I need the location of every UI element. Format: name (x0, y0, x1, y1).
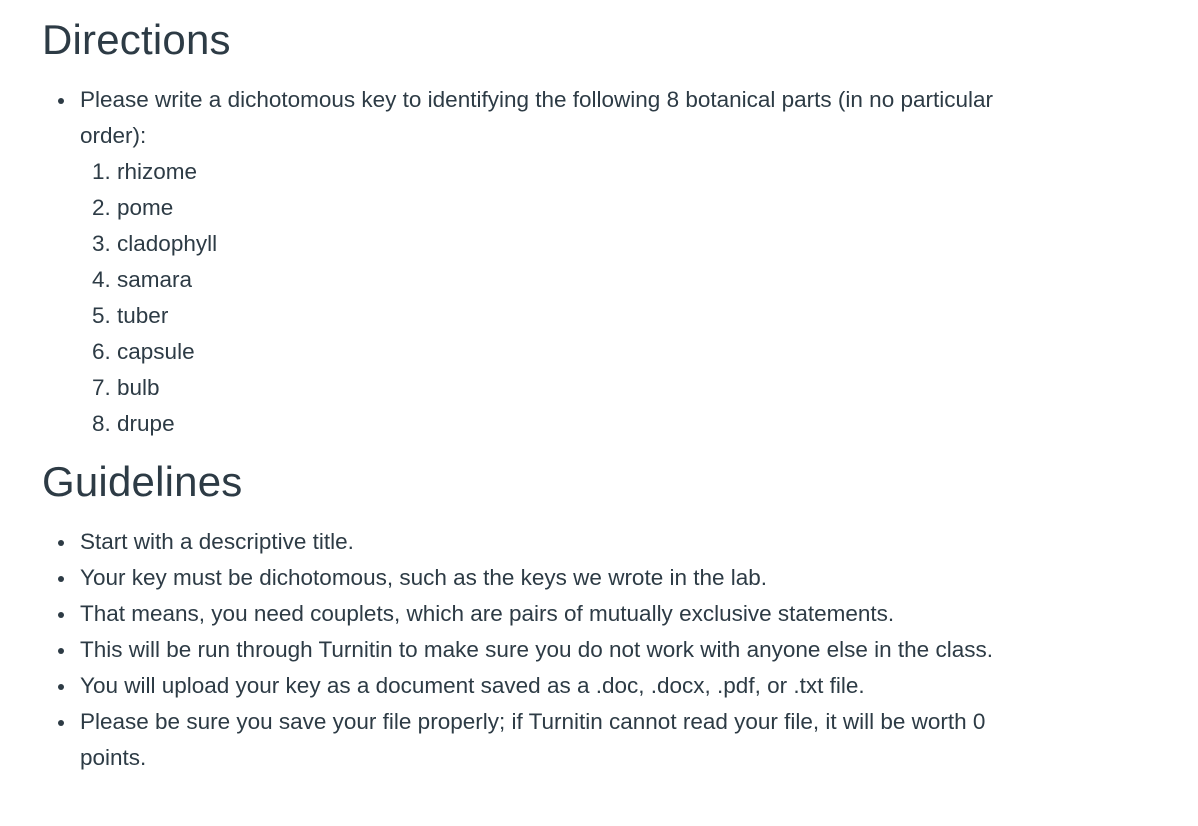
list-item-label: cladophyll (117, 231, 218, 256)
guideline-item (42, 632, 1020, 668)
directions-list (42, 82, 1198, 442)
list-item-number: 6. (92, 339, 111, 364)
list-item-number: 2. (92, 195, 111, 220)
guidelines-heading: Guidelines (42, 458, 243, 505)
list-item-label: bulb (117, 375, 160, 400)
guideline-item (42, 524, 1020, 560)
list-item-number: 1. (92, 159, 111, 184)
list-item (92, 154, 1020, 190)
directions-heading: Directions (42, 16, 231, 63)
bullet-icon (58, 720, 64, 726)
list-item-number: 5. (92, 303, 111, 328)
botanical-parts-list (80, 154, 1020, 442)
guideline-item (42, 560, 1020, 596)
list-item (92, 334, 1020, 370)
bullet-icon (58, 612, 64, 618)
bullet-icon (58, 576, 64, 582)
bullet-icon (58, 540, 64, 546)
list-item (92, 370, 1020, 406)
list-item-label: tuber (117, 303, 169, 328)
list-item-label: drupe (117, 411, 175, 436)
bullet-icon (58, 684, 64, 690)
guideline-text: This will be run through Turnitin to make sure you do not work with anyone else in the class. (80, 637, 993, 662)
list-item (92, 226, 1020, 262)
list-item-label: capsule (117, 339, 195, 364)
list-item (92, 262, 1020, 298)
directions-intro-text: Please write a dichotomous key to identifying the following 8 botanical parts (in no particular order): (80, 87, 993, 148)
guideline-item (42, 704, 1020, 776)
list-item (92, 406, 1020, 442)
guideline-text: That means, you need couplets, which are pairs of mutually exclusive statements. (80, 601, 895, 626)
list-item-label: rhizome (117, 159, 198, 184)
guideline-item (42, 596, 1020, 632)
list-item-number: 3. (92, 231, 111, 256)
bullet-icon (58, 98, 64, 104)
guideline-text: You will upload your key as a document saved as a .doc, .docx, .pdf, or .txt file. (80, 673, 865, 698)
directions-intro-item (42, 82, 1020, 442)
guideline-text: Please be sure you save your file properly; if Turnitin cannot read your file, it will be worth 0 points. (80, 709, 986, 770)
guideline-text: Start with a descriptive title. (80, 529, 354, 554)
list-item (92, 190, 1020, 226)
guidelines-list (42, 524, 1198, 776)
list-item-number: 7. (92, 375, 111, 400)
guideline-item (42, 668, 1020, 704)
list-item-label: pome (117, 195, 174, 220)
guideline-text: Your key must be dichotomous, such as the keys we wrote in the lab. (80, 565, 768, 590)
list-item-label: samara (117, 267, 193, 292)
list-item-number: 4. (92, 267, 111, 292)
bullet-icon (58, 648, 64, 654)
list-item-number: 8. (92, 411, 111, 436)
list-item (92, 298, 1020, 334)
